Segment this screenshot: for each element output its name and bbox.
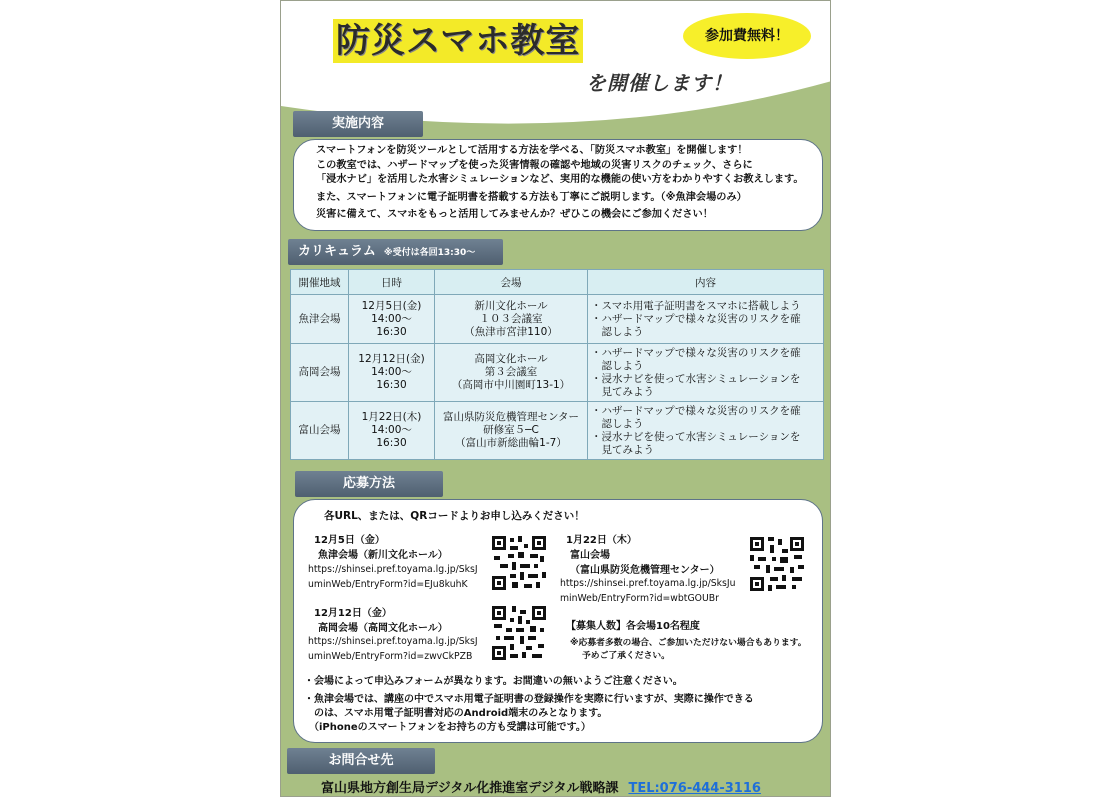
contact-tel-link[interactable]: TEL:076-444-3116 xyxy=(628,781,761,796)
entry-date: 12月5日（金） xyxy=(314,535,385,546)
column-header: 会場 xyxy=(435,270,588,295)
apply-box xyxy=(293,499,823,743)
section-header-overview xyxy=(293,111,423,137)
content-cell: ・ハザードマップで様々な災害のリスクを確 認しよう ・浸水ナビを使って水害シミュレーションを 見てみよう xyxy=(588,402,824,460)
page-title: 防災スマホ教室 xyxy=(333,19,583,63)
intro-line: スマートフォンを防災ツールとして活用する方法を学べる、「防災スマホ教室」を開催します！ xyxy=(316,145,748,156)
content-cell: ・スマホ用電子証明書をスマホに搭載しよう ・ハザードマップで様々な災害のリスクを確 認しよう xyxy=(588,295,824,344)
table-row xyxy=(291,295,824,344)
apply-note: ・魚津会場では、講座の中でスマホ用電子証明書の登録操作を実際に行いますが、実際に操作できる xyxy=(304,694,754,705)
region-cell: 魚津会場 xyxy=(291,295,349,344)
entry-place-detail: （富山県防災危機管理センター） xyxy=(570,565,720,576)
datetime-cell: 12月5日(金) 14:00～ 16:30 xyxy=(349,295,435,344)
reception-note: ※受付は各回13:30～ xyxy=(383,248,476,258)
section-header-contact xyxy=(287,748,435,774)
region-cell: 高岡会場 xyxy=(291,344,349,402)
intro-line: 災害に備えて、スマホをもっと活用してみませんか？ぜひこの機会にご参加ください！ xyxy=(316,209,713,220)
section-header-label: 応募方法 xyxy=(342,476,395,491)
intro-line: この教室では、ハザードマップを使った災害情報の確認や地域の災害リスクのチェック、さらに xyxy=(316,159,753,171)
qr-code-takaoka[interactable] xyxy=(490,604,548,662)
column-header: 開催地域 xyxy=(291,270,349,295)
entry-url[interactable]: https://shinsei.pref.toyama.lg.jp/SksJ xyxy=(308,636,478,647)
apply-lead: 各URL、または、QRコードよりお申し込みください！ xyxy=(324,510,585,522)
qr-code-uozu[interactable] xyxy=(490,534,548,592)
venue-cell: 新川文化ホール １０３会議室 （魚津市宮津110） xyxy=(435,295,588,344)
entry-date: 12月12日（金） xyxy=(314,608,392,619)
apply-note: ・会場によって申込みフォームが異なります。お間違いの無いようご注意ください。 xyxy=(304,676,683,687)
entry-url[interactable]: uminWeb/EntryForm?id=EJu8kuhK xyxy=(308,579,468,590)
datetime-cell: 12月12日(金) 14:00～ 16:30 xyxy=(349,344,435,402)
apply-note: のは、スマホ用電子証明書対応のAndroid端末のみとなります。 xyxy=(304,708,608,719)
section-header-label: 実施内容 xyxy=(331,116,384,131)
intro-box xyxy=(293,139,823,231)
section-header-apply xyxy=(295,471,443,497)
contact-department: 富山県地方創生局デジタル化推進室デジタル戦略課 xyxy=(321,781,619,796)
column-header: 内容 xyxy=(588,270,824,295)
contact-line xyxy=(321,777,761,796)
datetime-cell: 1月22日(木) 14:00～ 16:30 xyxy=(349,402,435,460)
section-header-label: カリキュラム xyxy=(298,244,376,259)
entry-url[interactable]: https://shinsei.pref.toyama.lg.jp/SksJu xyxy=(560,578,736,589)
section-header-curriculum xyxy=(288,239,503,265)
capacity-note: ※応募者多数の場合、ご参加いただけない場合もあります。 xyxy=(570,638,807,648)
entry-place: 富山会場 xyxy=(570,550,610,561)
section-header-label: お問合せ先 xyxy=(328,753,394,768)
entry-url[interactable]: https://shinsei.pref.toyama.lg.jp/SksJ xyxy=(308,564,478,575)
free-badge: 参加費無料！ xyxy=(683,13,811,59)
content-cell: ・ハザードマップで様々な災害のリスクを確 認しよう ・浸水ナビを使って水害シミュレーションを 見てみよう xyxy=(588,344,824,402)
curriculum-table xyxy=(290,269,824,460)
region-cell: 富山会場 xyxy=(291,402,349,460)
venue-cell: 富山県防災危機管理センター 研修室５─C （富山市新総曲輪1-7） xyxy=(435,402,588,460)
intro-line: 「浸水ナビ」を活用した水害シミュレーションなど、実用的な機能の使い方をわかりやすくお教えします。 xyxy=(316,174,804,185)
entry-url[interactable]: uminWeb/EntryForm?id=zwvCkPZB xyxy=(308,651,473,662)
flyer-page xyxy=(280,0,831,797)
intro-line: また、スマートフォンに電子証明書を搭載する方法も丁寧にご説明します。（※魚津会場のみ） xyxy=(316,191,747,203)
table-row xyxy=(291,402,824,460)
venue-cell: 高岡文化ホール 第３会議室 （高岡市中川園町13-1） xyxy=(435,344,588,402)
entry-place: 高岡会場（高岡文化ホール） xyxy=(318,623,448,634)
qr-code-toyama[interactable] xyxy=(748,535,806,593)
page-subtitle: を開催します！ xyxy=(586,71,733,95)
capacity-note: 予めご了承ください。 xyxy=(582,651,670,661)
apply-note: （iPhoneのスマートフォンをお持ちの方も受講は可能です。） xyxy=(304,722,591,733)
entry-date: 1月22日（木） xyxy=(566,535,637,546)
table-row xyxy=(291,344,824,402)
entry-place: 魚津会場（新川文化ホール） xyxy=(318,550,448,561)
capacity: 【募集人数】各会場10名程度 xyxy=(566,621,700,632)
table-header-row xyxy=(291,270,824,295)
column-header: 日時 xyxy=(349,270,435,295)
entry-url[interactable]: minWeb/EntryForm?id=wbtGOUBr xyxy=(560,593,719,604)
